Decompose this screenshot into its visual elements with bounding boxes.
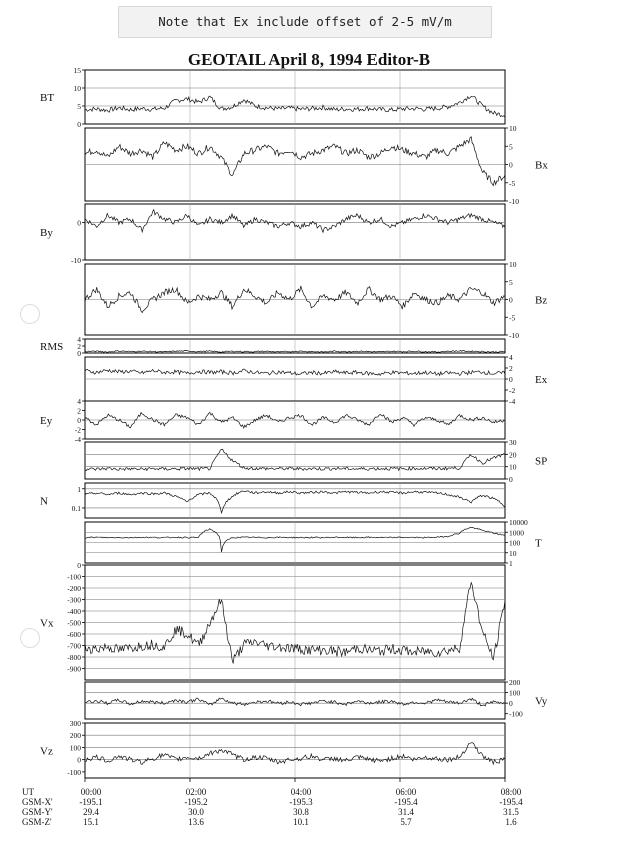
orbit-cell: 30.0	[188, 807, 204, 817]
panel-bz	[85, 260, 547, 340]
y-tick-label: 0.1	[71, 503, 81, 513]
orbit-cell: 13.6	[188, 817, 204, 827]
y-tick-label: 1	[509, 559, 513, 568]
y-tick-label: 4	[509, 353, 513, 362]
y-tick-label: 10	[509, 548, 517, 558]
y-tick-label: -100	[67, 767, 81, 777]
panel-by	[40, 204, 505, 265]
y-tick-label: -800	[67, 653, 81, 662]
panel-bx	[85, 124, 548, 206]
y-tick-label: -100	[67, 572, 81, 582]
y-tick-label: 100	[509, 538, 521, 548]
chart-title: GEOTAIL April 8, 1994 Editor-B	[187, 50, 431, 69]
panel-label-bx: Bx	[535, 159, 548, 172]
orbit-cell: 00:00	[80, 787, 102, 797]
y-tick-label: -10	[71, 256, 81, 265]
y-tick-label: -10	[509, 197, 519, 206]
panel-sp	[85, 438, 547, 484]
orbit-cell: 04:00	[290, 787, 312, 797]
y-tick-label: -2	[509, 386, 516, 395]
panel-label-rms: RMS	[40, 341, 64, 353]
panel-ey	[40, 397, 505, 444]
panel-vz	[40, 719, 505, 778]
orbit-cell: -195.4	[394, 797, 418, 807]
orbit-cell: -195.2	[184, 797, 208, 807]
orbit-row-label: GSM-Z'	[22, 817, 52, 827]
y-tick-label: -4	[509, 397, 516, 406]
orbit-cell: -195.4	[499, 797, 523, 807]
orbit-cell: 08:00	[500, 787, 522, 797]
y-tick-label: 5	[77, 102, 81, 111]
note-text: Note that Ex include offset of 2-5 mV/m	[158, 14, 452, 29]
panel-t	[85, 518, 542, 568]
orbit-cell: -195.3	[289, 797, 313, 807]
y-tick-label: 4	[77, 335, 81, 344]
y-tick-label: 100	[509, 688, 521, 698]
orbit-cell: 29.4	[83, 807, 99, 817]
panel-label-ey: Ey	[40, 415, 53, 427]
y-tick-label: 0	[77, 120, 81, 129]
panel-ex	[85, 353, 548, 406]
panel-label-vx: Vx	[40, 617, 54, 630]
y-tick-label: 1000	[509, 528, 524, 538]
panel-rms	[40, 335, 505, 358]
panel-label-vz: Vz	[40, 745, 53, 758]
orbit-cell: 31.5	[503, 807, 519, 817]
y-tick-label: 0	[509, 375, 513, 384]
y-tick-label: 0	[509, 160, 513, 170]
y-tick-label: 100	[69, 743, 81, 753]
panel-label-n: N	[40, 495, 48, 508]
y-tick-label: -2	[74, 425, 81, 435]
panel-vy	[85, 678, 548, 719]
y-tick-label: 5	[509, 277, 513, 287]
y-tick-label: 15	[73, 66, 81, 75]
y-tick-label: 10	[509, 260, 517, 269]
y-tick-label: -100	[509, 709, 523, 719]
panel-label-t: T	[535, 537, 542, 550]
y-tick-label: 0	[77, 561, 81, 570]
panel-label-vy: Vy	[535, 695, 548, 708]
y-tick-label: 10	[509, 462, 517, 472]
orbit-cell: 31.4	[398, 807, 414, 817]
y-tick-label: -4	[74, 435, 81, 444]
y-tick-label: 1	[77, 484, 81, 494]
y-tick-label: 4	[77, 397, 81, 406]
orbit-row-label: UT	[22, 787, 34, 797]
y-tick-label: -5	[509, 313, 516, 323]
y-tick-label: 10000	[509, 518, 528, 527]
orbit-table	[22, 787, 523, 827]
orbit-cell: 02:00	[185, 787, 207, 797]
orbit-cell: -195.1	[79, 797, 103, 807]
y-tick-label: 10	[73, 84, 81, 93]
y-tick-label: 0	[77, 755, 81, 765]
y-tick-label: -900	[67, 664, 81, 674]
panel-label-bz: Bz	[535, 294, 548, 307]
y-tick-label: 0	[509, 475, 513, 484]
y-tick-label: -400	[67, 607, 81, 616]
y-tick-label: 300	[69, 719, 81, 728]
binder-hole	[20, 304, 40, 324]
y-tick-label: 0	[509, 699, 513, 709]
y-tick-label: 5	[509, 142, 513, 152]
y-tick-label: -500	[67, 618, 81, 628]
orbit-row-label: GSM-X'	[22, 797, 53, 807]
y-tick-label: 200	[69, 731, 81, 741]
orbit-cell: 5.7	[400, 817, 412, 827]
y-tick-label: -10	[509, 331, 519, 340]
y-tick-label: -700	[67, 641, 81, 651]
y-tick-label: 0	[77, 416, 81, 425]
y-tick-label: 0	[77, 218, 81, 228]
panel-n	[40, 483, 505, 518]
panel-label-by: By	[40, 227, 53, 239]
y-tick-label: 200	[509, 678, 521, 687]
panel-label-sp: SP	[535, 455, 548, 468]
panel-label-bt: BT	[40, 92, 55, 104]
y-tick-label: 30	[509, 438, 517, 447]
y-tick-label: 0	[77, 349, 81, 358]
y-tick-label: -200	[67, 584, 81, 593]
y-tick-label: -5	[509, 178, 516, 188]
y-tick-label: -600	[67, 630, 81, 639]
y-tick-label: 0	[509, 295, 513, 305]
panel-vx	[40, 561, 505, 680]
binder-hole	[20, 628, 40, 648]
panel-label-ex: Ex	[535, 374, 548, 386]
y-tick-label: 20	[509, 450, 517, 460]
orbit-cell: 15.1	[83, 817, 99, 827]
orbit-cell: 10.1	[293, 817, 309, 827]
y-tick-label: 2	[509, 364, 513, 373]
orbit-cell: 06:00	[395, 787, 417, 797]
y-tick-label: 10	[509, 124, 517, 133]
y-tick-label: 2	[77, 342, 81, 351]
orbit-cell: 30.8	[293, 807, 309, 817]
y-tick-label: 2	[77, 406, 81, 416]
y-tick-label: -300	[67, 595, 81, 605]
panel-bt	[40, 66, 505, 129]
orbit-row-label: GSM-Y'	[22, 807, 53, 817]
orbit-cell: 1.6	[505, 817, 517, 827]
